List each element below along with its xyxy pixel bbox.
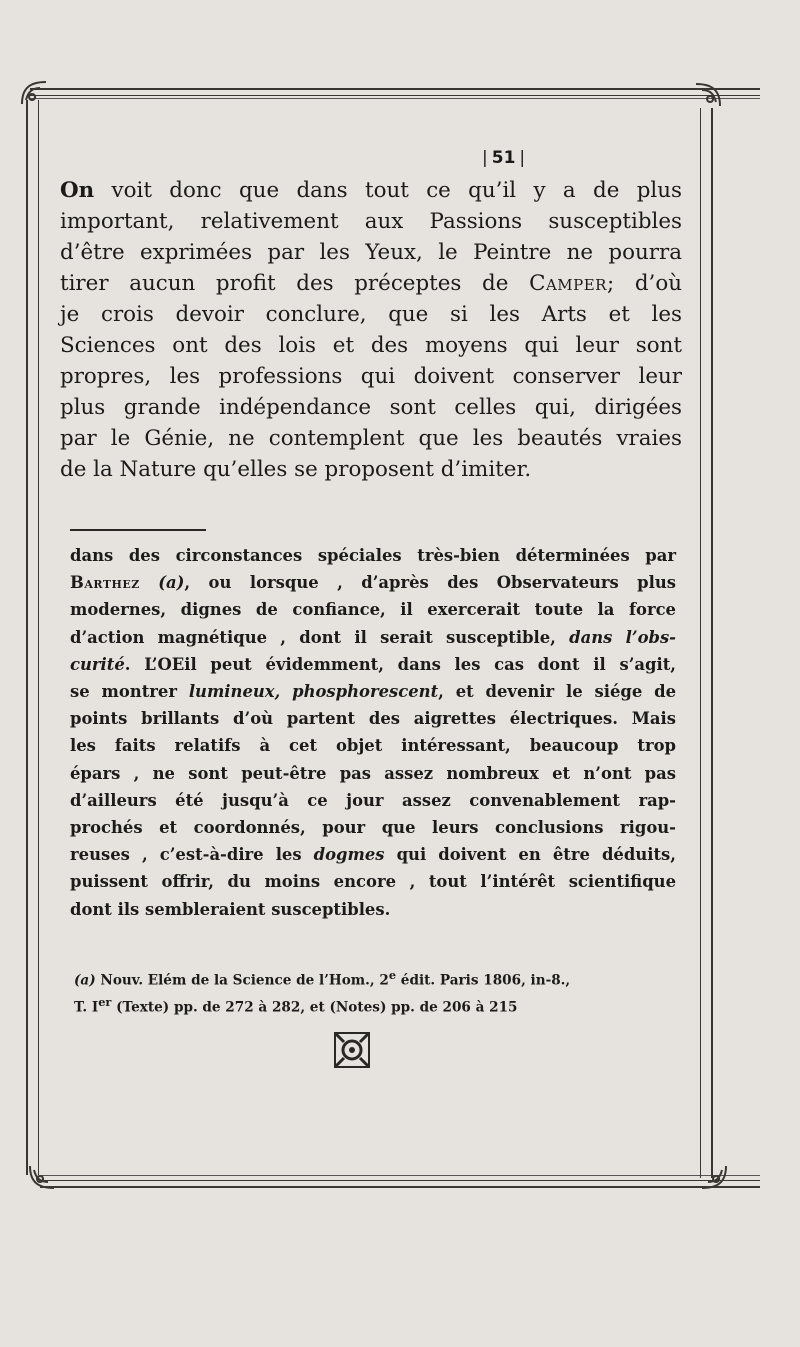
footnote-line: (a) Nouv. Elém de la Science de l’Hom., 2e édit. Paris 1806, in-8., xyxy=(74,968,571,989)
text-line: se montrer lumineux, phosphorescent, et devenir le siége de xyxy=(70,682,677,702)
text-line: les faits relatifs à cet objet intéressant, beaucoup trop xyxy=(70,736,676,756)
author-name: Camper xyxy=(529,271,607,296)
corner-ornament-icon xyxy=(26,1162,60,1192)
note-separator xyxy=(70,529,206,531)
text-line: important, relativement aux Passions susceptibles xyxy=(60,209,682,234)
corner-ornament-icon xyxy=(690,80,724,110)
frame-bottom-inner-rule xyxy=(40,1175,760,1176)
text-line: d’ailleurs été jusqu’à ce jour assez convenablement rap- xyxy=(70,790,676,810)
text-line: prochés et coordonnés, pour que leurs conclusions rigou- xyxy=(70,818,676,838)
footnote-line: T. Ier (Texte) pp. de 272 à 282, et (Notes) pp. de 206 à 215 xyxy=(74,994,518,1016)
corner-ornament-icon xyxy=(18,78,52,108)
author-name: Barthez xyxy=(70,573,140,593)
frame-top-rule xyxy=(30,88,760,96)
text-line: Barthez (a), ou lorsque , d’après des Observateurs plus xyxy=(70,573,676,593)
first-word: On xyxy=(60,178,95,203)
floral-ornament-icon xyxy=(332,1030,372,1070)
text-line: On voit donc que dans tout ce qu’il y a de plus xyxy=(60,178,682,203)
text-line: d’action magnétique , dont il serait susceptible, dans l’obs- xyxy=(70,627,676,647)
text-line: par le Génie, ne contemplent que les beautés vraies xyxy=(60,426,682,451)
frame-right-rule xyxy=(700,108,713,1178)
text-line: d’être exprimées par les Yeux, le Peintre ne pourra xyxy=(60,240,682,265)
text-line: de la Nature qu’elles se proposent d’imiter. xyxy=(60,457,532,482)
text-line: puissent offrir, du moins encore , tout l’intérêt scientifique xyxy=(70,872,676,892)
footnote-reference: (a) xyxy=(158,573,185,593)
page-number: | 51 | xyxy=(478,148,518,168)
text-line: dans des circonstances spéciales très-bien déterminées par xyxy=(70,546,676,565)
text-line: points brillants d’où partent des aigrettes électriques. Mais xyxy=(70,709,676,729)
frame-top-inner-rule xyxy=(30,98,760,99)
text-line: dont ils sembleraient susceptibles. xyxy=(70,899,391,919)
main-paragraph xyxy=(60,175,682,485)
footnote-marker: (a) xyxy=(74,972,96,989)
text-line: modernes, dignes de confiance, il exercerait toute la force xyxy=(70,600,676,620)
text-line: propres, les professions qui doivent conserver leur xyxy=(60,364,682,389)
note-paragraph xyxy=(70,542,676,923)
frame-bottom-rule xyxy=(40,1180,760,1188)
text-line: épars , ne sont peut-être pas assez nombreux et n’ont pas xyxy=(70,763,676,783)
text-line: Sciences ont des lois et des moyens qui leur sont xyxy=(60,333,682,358)
text-line: curité. L’OEil peut évidemment, dans les cas dont il s’agit, xyxy=(70,654,676,674)
frame-left-rule xyxy=(26,100,39,1175)
text-line: reuses , c’est-à-dire les dogmes qui doivent en être déduits, xyxy=(70,845,676,865)
footnote xyxy=(74,965,686,1018)
text-line: plus grande indépendance sont celles qui, dirigées xyxy=(60,395,682,420)
text-line: je crois devoir conclure, que si les Arts et les xyxy=(60,302,682,327)
text-line: tirer aucun profit des préceptes de Camper; d’où xyxy=(60,271,682,296)
corner-ornament-icon xyxy=(696,1162,730,1192)
